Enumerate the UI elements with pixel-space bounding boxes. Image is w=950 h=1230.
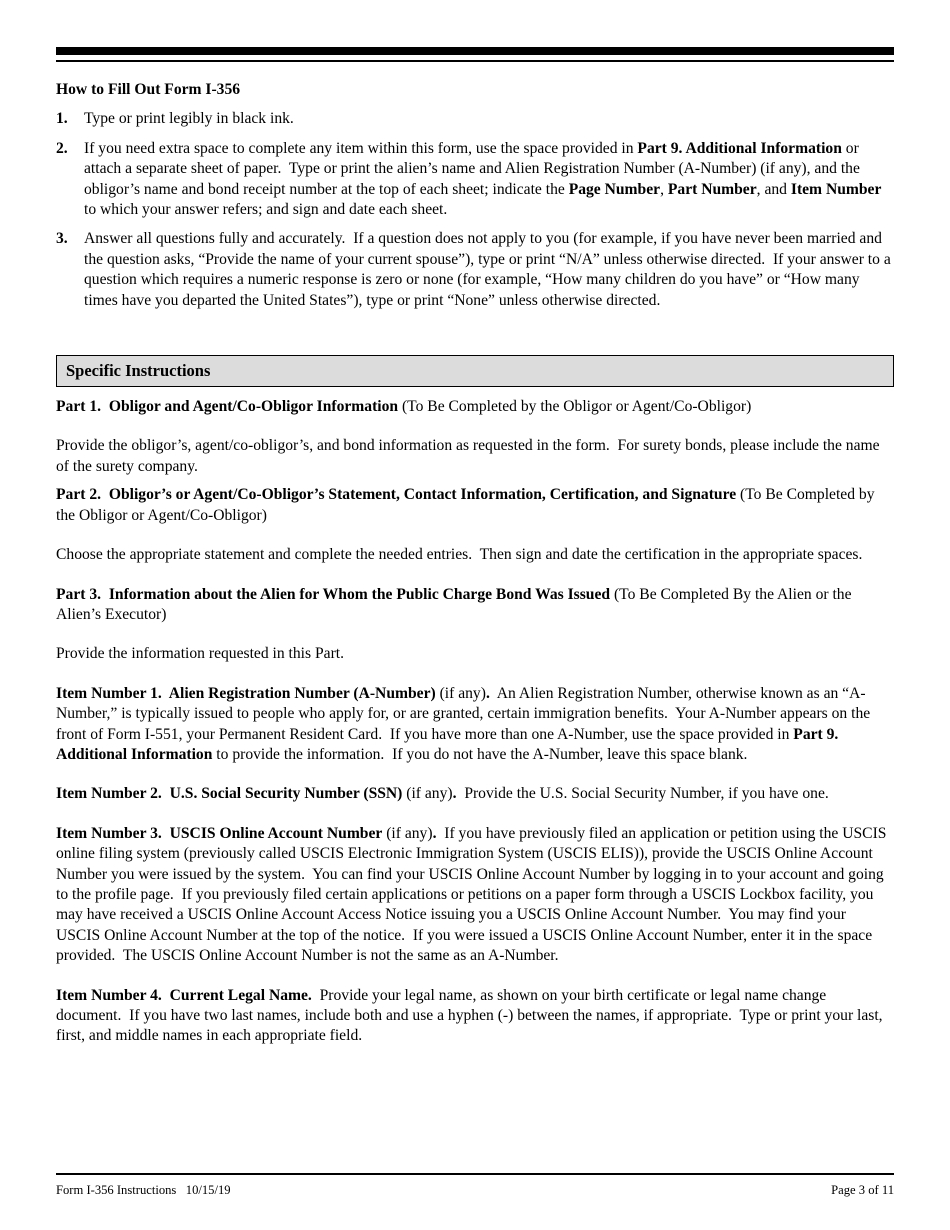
text-run: Choose the appropriate statement and complete the needed entries. Then sign and date the certification in the appropriate spaces.: [56, 546, 863, 564]
page-footer: [56, 1183, 894, 1198]
how-to-fill-title: How to Fill Out Form I-356: [56, 81, 241, 98]
specific-instructions-body: [56, 397, 894, 1047]
text-run: or attach a separate sheet of paper. Type or print the alien’s name and Alien Registration Number (A-Number) (if any), and the obligor’s name and bond receipt number at the top of each sheet; indicate the: [84, 139, 864, 198]
bold-text-run: Item Number 2. U.S. Social Security Number (SSN): [56, 785, 403, 803]
bold-text-run: Part Number: [667, 180, 757, 198]
bold-text-run: Part 9. Additional Information: [637, 139, 842, 157]
specific-instructions-heading: Specific Instructions: [56, 355, 894, 387]
text-run: to provide the information. If you do not have the A-Number, leave this space blank.: [212, 745, 748, 763]
instruction-paragraph: [56, 436, 894, 477]
text-run: , and: [756, 180, 791, 198]
text-run: to which your answer refers; and sign and date each sheet.: [84, 180, 886, 219]
bold-text-run: .: [452, 785, 457, 803]
bold-text-run: Item Number: [790, 180, 882, 198]
instruction-paragraph: [56, 986, 894, 1047]
header-rule-thin: [56, 60, 894, 62]
bold-text-run: .: [485, 684, 490, 702]
bold-text-run: Part 1. Obligor and Agent/Co-Obligor Information: [56, 398, 399, 416]
instruction-item: [56, 229, 894, 311]
text-run: An Alien Registration Number, otherwise known as an “A-Number,” is typically issued to people who apply for, or are granted, certain immigration benefits. Your A-Number appears on the front of Form I-551, your Permanent Resident Card. If you have more than one A-Number, use the space provided in: [56, 684, 875, 743]
instruction-paragraph: [56, 784, 894, 804]
text-run: (if any): [435, 684, 486, 702]
footer-page-number: Page 3 of 11: [831, 1183, 894, 1197]
how-to-fill-list: [56, 109, 894, 311]
instruction-text: [84, 109, 894, 129]
text-run: If you need extra space to complete any item within this form, use the space provided in: [84, 139, 638, 157]
bold-text-run: Page Number: [568, 180, 661, 198]
instruction-number: 3.: [56, 230, 68, 248]
instruction-paragraph: [56, 545, 894, 565]
footer-form-edition: Form I-356 Instructions 10/15/19: [56, 1183, 231, 1197]
text-run: ,: [660, 180, 668, 198]
text-run: (To Be Completed by the Obligor or Agent/Co-Obligor): [56, 486, 879, 524]
bold-text-run: Part 3. Information about the Alien for Whom the Public Charge Bond Was Issued: [56, 585, 611, 603]
text-run: Provide the obligor’s, agent/co-obligor’s, and bond information as requested in the form. For surety bonds, please include the name of the surety company.: [56, 437, 884, 475]
text-run: Provide the U.S. Social Security Number, if you have one.: [456, 785, 829, 803]
bold-text-run: Item Number 3. USCIS Online Account Number: [56, 824, 383, 842]
instruction-paragraph: [56, 644, 894, 664]
instruction-paragraph: [56, 824, 894, 967]
footer-rule: [56, 1173, 894, 1175]
header-rule-thick: [56, 47, 894, 55]
text-run: (if any): [382, 824, 433, 842]
text-run: Provide the information requested in this Part.: [56, 645, 344, 663]
instruction-paragraph: [56, 485, 894, 526]
bold-text-run: .: [432, 824, 437, 842]
text-run: Answer all questions fully and accurately. If a question does not apply to you (for example, if you have never been married and the question asks, “Provide the name of your current spouse”), type or print “N/A” unless otherwise directed. If your answer to a question which requires a numeric response is zero or none (for example, “How many children do you have” or “How many times have you departed the United States”), type or print “None” unless otherwise directed.: [84, 230, 895, 309]
instruction-item: [56, 109, 894, 129]
text-run: (To Be Completed By the Alien or the Alien’s Executor): [56, 585, 855, 623]
text-run: If you have previously filed an application or petition using the USCIS online filing system (previously called USCIS Electronic Immigration System (USCIS ELIS)), provide the USCIS Online Account Number you were issued by the system. You can find your USCIS Online Account Number by logging in to your account and going to the profile page. If you previously filed certain applications or petitions on a paper form through a USCIS Lockbox facility, you may have received a USCIS Online Account Access Notice issuing you a USCIS Online Account Number. You may find your USCIS Online Account Number at the top of the notice. If you were issued a USCIS Online Account Number, enter it in the space provided. The USCIS Online Account Number is not the same as an A-Number.: [56, 824, 891, 965]
text-run: (To Be Completed by the Obligor or Agent/Co-Obligor): [398, 398, 752, 416]
text-run: (if any): [402, 785, 453, 803]
instruction-number: 1.: [56, 110, 68, 128]
instruction-item: [56, 139, 894, 221]
instruction-text: [84, 229, 894, 311]
instruction-paragraph: [56, 397, 894, 417]
bold-text-run: Part 9. Additional Information: [56, 725, 842, 763]
instruction-paragraph: [56, 585, 894, 626]
text-run: Type or print legibly in black ink.: [84, 110, 294, 128]
text-run: Provide your legal name, as shown on your birth certificate or legal name change document. If you have two last names, include both and use a hyphen (-) between the names, if appropriate. Type or print your last, first, and middle names in each appropriate field.: [56, 986, 887, 1045]
instruction-paragraph: [56, 684, 894, 766]
bold-text-run: Item Number 1. Alien Registration Number (A-Number): [56, 684, 436, 702]
instruction-text: [84, 139, 894, 221]
bold-text-run: Part 2. Obligor’s or Agent/Co-Obligor’s Statement, Contact Information, Certification, and Signature: [56, 486, 737, 504]
instruction-number: 2.: [56, 139, 68, 157]
document-body: [56, 80, 894, 1047]
bold-text-run: Item Number 4. Current Legal Name.: [56, 986, 312, 1004]
